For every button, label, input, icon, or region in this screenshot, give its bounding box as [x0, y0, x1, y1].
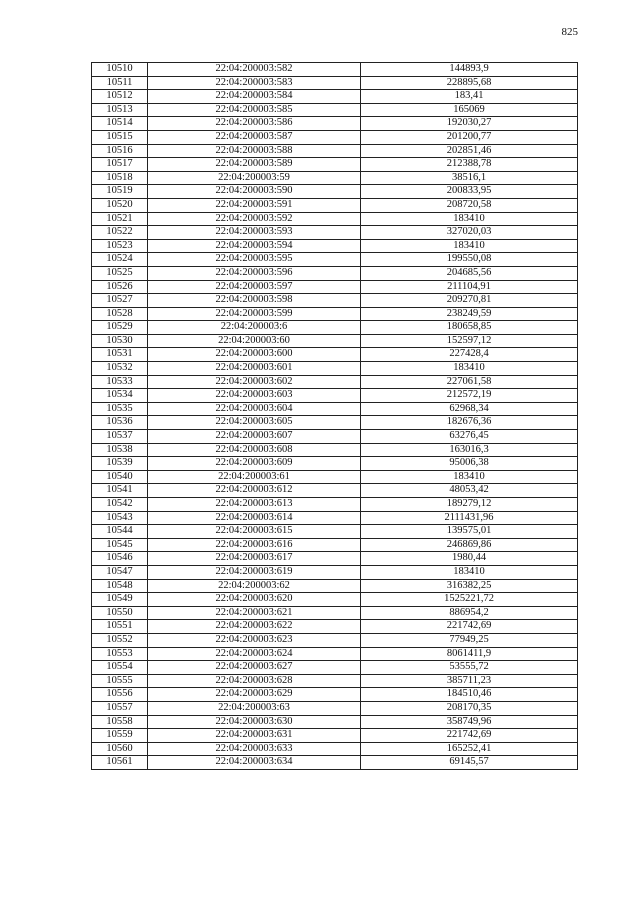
row-number-cell: 10537: [92, 430, 148, 444]
value-cell: 165069: [361, 103, 578, 117]
cadastral-number-cell: 22:04:200003:612: [148, 484, 361, 498]
table-row: [92, 511, 578, 525]
table-row: [92, 756, 578, 770]
value-cell: 2111431,96: [361, 511, 578, 525]
cadastral-number-cell: 22:04:200003:598: [148, 294, 361, 308]
table-row: [92, 565, 578, 579]
table-row: [92, 253, 578, 267]
value-cell: 385711,23: [361, 674, 578, 688]
row-number-cell: 10513: [92, 103, 148, 117]
cadastral-number-cell: 22:04:200003:593: [148, 226, 361, 240]
table-row: [92, 185, 578, 199]
table-row: [92, 647, 578, 661]
value-cell: 38516,1: [361, 171, 578, 185]
value-cell: 183,41: [361, 90, 578, 104]
table-row: [92, 171, 578, 185]
table-row: [92, 76, 578, 90]
value-cell: 69145,57: [361, 756, 578, 770]
row-number-cell: 10543: [92, 511, 148, 525]
cadastral-number-cell: 22:04:200003:586: [148, 117, 361, 131]
table-row: [92, 117, 578, 131]
row-number-cell: 10548: [92, 579, 148, 593]
cadastral-number-cell: 22:04:200003:609: [148, 457, 361, 471]
value-cell: 144893,9: [361, 63, 578, 77]
table-row: [92, 90, 578, 104]
row-number-cell: 10536: [92, 416, 148, 430]
value-cell: 62968,34: [361, 402, 578, 416]
table-row: [92, 443, 578, 457]
row-number-cell: 10515: [92, 130, 148, 144]
table-row: [92, 144, 578, 158]
table-row: [92, 375, 578, 389]
cadastral-number-cell: 22:04:200003:59: [148, 171, 361, 185]
row-number-cell: 10549: [92, 593, 148, 607]
value-cell: 8061411,9: [361, 647, 578, 661]
cadastral-number-cell: 22:04:200003:622: [148, 620, 361, 634]
row-number-cell: 10512: [92, 90, 148, 104]
cadastral-number-cell: 22:04:200003:594: [148, 239, 361, 253]
cadastral-number-cell: 22:04:200003:600: [148, 348, 361, 362]
row-number-cell: 10555: [92, 674, 148, 688]
value-cell: 228895,68: [361, 76, 578, 90]
row-number-cell: 10552: [92, 633, 148, 647]
row-number-cell: 10531: [92, 348, 148, 362]
value-cell: 208170,35: [361, 701, 578, 715]
table-row: [92, 470, 578, 484]
row-number-cell: 10542: [92, 498, 148, 512]
table-row: [92, 416, 578, 430]
table-row: [92, 525, 578, 539]
table-row: [92, 742, 578, 756]
table-body: [92, 63, 578, 770]
row-number-cell: 10524: [92, 253, 148, 267]
value-cell: 238249,59: [361, 307, 578, 321]
value-cell: 201200,77: [361, 130, 578, 144]
cadastral-number-cell: 22:04:200003:63: [148, 701, 361, 715]
row-number-cell: 10560: [92, 742, 148, 756]
value-cell: 208720,58: [361, 198, 578, 212]
row-number-cell: 10525: [92, 266, 148, 280]
table-row: [92, 402, 578, 416]
row-number-cell: 10557: [92, 701, 148, 715]
row-number-cell: 10551: [92, 620, 148, 634]
cadastral-number-cell: 22:04:200003:620: [148, 593, 361, 607]
row-number-cell: 10529: [92, 321, 148, 335]
table-row: [92, 579, 578, 593]
row-number-cell: 10530: [92, 334, 148, 348]
table-row: [92, 158, 578, 172]
table-row: [92, 633, 578, 647]
cadastral-number-cell: 22:04:200003:596: [148, 266, 361, 280]
value-cell: 95006,38: [361, 457, 578, 471]
value-cell: 77949,25: [361, 633, 578, 647]
table-row: [92, 348, 578, 362]
page-number: 825: [561, 26, 578, 38]
cadastral-number-cell: 22:04:200003:599: [148, 307, 361, 321]
table-row: [92, 266, 578, 280]
table-row: [92, 198, 578, 212]
table-row: [92, 620, 578, 634]
cadastral-number-cell: 22:04:200003:621: [148, 606, 361, 620]
table-row: [92, 457, 578, 471]
value-cell: 209270,81: [361, 294, 578, 308]
value-cell: 180658,85: [361, 321, 578, 335]
value-cell: 139575,01: [361, 525, 578, 539]
value-cell: 183410: [361, 470, 578, 484]
value-cell: 189279,12: [361, 498, 578, 512]
row-number-cell: 10516: [92, 144, 148, 158]
table-row: [92, 334, 578, 348]
value-cell: 212388,78: [361, 158, 578, 172]
cadastral-number-cell: 22:04:200003:615: [148, 525, 361, 539]
cadastral-number-cell: 22:04:200003:619: [148, 565, 361, 579]
cadastral-number-cell: 22:04:200003:583: [148, 76, 361, 90]
table-row: [92, 593, 578, 607]
table-row: [92, 701, 578, 715]
row-number-cell: 10539: [92, 457, 148, 471]
cadastral-number-cell: 22:04:200003:584: [148, 90, 361, 104]
value-cell: 211104,91: [361, 280, 578, 294]
cadastral-number-cell: 22:04:200003:60: [148, 334, 361, 348]
table-row: [92, 498, 578, 512]
row-number-cell: 10522: [92, 226, 148, 240]
cadastral-number-cell: 22:04:200003:614: [148, 511, 361, 525]
value-cell: 183410: [361, 212, 578, 226]
cadastral-number-cell: 22:04:200003:613: [148, 498, 361, 512]
value-cell: 48053,42: [361, 484, 578, 498]
cadastral-number-cell: 22:04:200003:607: [148, 430, 361, 444]
row-number-cell: 10534: [92, 389, 148, 403]
value-cell: 63276,45: [361, 430, 578, 444]
table-row: [92, 212, 578, 226]
table-row: [92, 226, 578, 240]
cadastral-number-cell: 22:04:200003:623: [148, 633, 361, 647]
row-number-cell: 10535: [92, 402, 148, 416]
row-number-cell: 10546: [92, 552, 148, 566]
cadastral-number-cell: 22:04:200003:616: [148, 538, 361, 552]
table-row: [92, 362, 578, 376]
cadastral-number-cell: 22:04:200003:588: [148, 144, 361, 158]
value-cell: 165252,41: [361, 742, 578, 756]
table-row: [92, 729, 578, 743]
cadastral-number-cell: 22:04:200003:630: [148, 715, 361, 729]
value-cell: 163016,3: [361, 443, 578, 457]
table-row: [92, 484, 578, 498]
value-cell: 316382,25: [361, 579, 578, 593]
cadastral-number-cell: 22:04:200003:617: [148, 552, 361, 566]
value-cell: 1980,44: [361, 552, 578, 566]
row-number-cell: 10558: [92, 715, 148, 729]
value-cell: 1525221,72: [361, 593, 578, 607]
cadastral-value-table: [91, 62, 578, 770]
cadastral-number-cell: 22:04:200003:62: [148, 579, 361, 593]
cadastral-number-cell: 22:04:200003:6: [148, 321, 361, 335]
table-row: [92, 280, 578, 294]
value-cell: 192030,27: [361, 117, 578, 131]
cadastral-number-cell: 22:04:200003:634: [148, 756, 361, 770]
row-number-cell: 10533: [92, 375, 148, 389]
table-row: [92, 538, 578, 552]
cadastral-number-cell: 22:04:200003:631: [148, 729, 361, 743]
value-cell: 358749,96: [361, 715, 578, 729]
cadastral-number-cell: 22:04:200003:591: [148, 198, 361, 212]
value-cell: 182676,36: [361, 416, 578, 430]
row-number-cell: 10556: [92, 688, 148, 702]
row-number-cell: 10526: [92, 280, 148, 294]
value-cell: 204685,56: [361, 266, 578, 280]
cadastral-number-cell: 22:04:200003:582: [148, 63, 361, 77]
table-row: [92, 321, 578, 335]
row-number-cell: 10520: [92, 198, 148, 212]
row-number-cell: 10528: [92, 307, 148, 321]
row-number-cell: 10561: [92, 756, 148, 770]
table-row: [92, 63, 578, 77]
cadastral-number-cell: 22:04:200003:608: [148, 443, 361, 457]
cadastral-number-cell: 22:04:200003:61: [148, 470, 361, 484]
row-number-cell: 10538: [92, 443, 148, 457]
cadastral-number-cell: 22:04:200003:602: [148, 375, 361, 389]
value-cell: 152597,12: [361, 334, 578, 348]
cadastral-number-cell: 22:04:200003:601: [148, 362, 361, 376]
row-number-cell: 10527: [92, 294, 148, 308]
value-cell: 184510,46: [361, 688, 578, 702]
table-row: [92, 389, 578, 403]
row-number-cell: 10541: [92, 484, 148, 498]
cadastral-number-cell: 22:04:200003:627: [148, 661, 361, 675]
value-cell: 246869,86: [361, 538, 578, 552]
cadastral-number-cell: 22:04:200003:605: [148, 416, 361, 430]
row-number-cell: 10550: [92, 606, 148, 620]
row-number-cell: 10554: [92, 661, 148, 675]
table-row: [92, 430, 578, 444]
value-cell: 212572,19: [361, 389, 578, 403]
table-row: [92, 606, 578, 620]
table-row: [92, 552, 578, 566]
row-number-cell: 10553: [92, 647, 148, 661]
value-cell: 327020,03: [361, 226, 578, 240]
row-number-cell: 10540: [92, 470, 148, 484]
value-cell: 227061,58: [361, 375, 578, 389]
cadastral-number-cell: 22:04:200003:603: [148, 389, 361, 403]
value-cell: 53555,72: [361, 661, 578, 675]
cadastral-number-cell: 22:04:200003:589: [148, 158, 361, 172]
table-row: [92, 307, 578, 321]
value-cell: 886954,2: [361, 606, 578, 620]
value-cell: 227428,4: [361, 348, 578, 362]
row-number-cell: 10532: [92, 362, 148, 376]
value-cell: 183410: [361, 239, 578, 253]
row-number-cell: 10547: [92, 565, 148, 579]
cadastral-number-cell: 22:04:200003:624: [148, 647, 361, 661]
table-row: [92, 715, 578, 729]
cadastral-number-cell: 22:04:200003:587: [148, 130, 361, 144]
row-number-cell: 10510: [92, 63, 148, 77]
row-number-cell: 10544: [92, 525, 148, 539]
value-cell: 199550,08: [361, 253, 578, 267]
cadastral-number-cell: 22:04:200003:595: [148, 253, 361, 267]
cadastral-number-cell: 22:04:200003:633: [148, 742, 361, 756]
cadastral-number-cell: 22:04:200003:604: [148, 402, 361, 416]
row-number-cell: 10523: [92, 239, 148, 253]
row-number-cell: 10519: [92, 185, 148, 199]
row-number-cell: 10511: [92, 76, 148, 90]
value-cell: 183410: [361, 565, 578, 579]
table-row: [92, 103, 578, 117]
table-row: [92, 294, 578, 308]
table-row: [92, 674, 578, 688]
cadastral-number-cell: 22:04:200003:592: [148, 212, 361, 226]
cadastral-number-cell: 22:04:200003:590: [148, 185, 361, 199]
value-cell: 200833,95: [361, 185, 578, 199]
table-row: [92, 239, 578, 253]
table-row: [92, 130, 578, 144]
table-row: [92, 661, 578, 675]
cadastral-number-cell: 22:04:200003:628: [148, 674, 361, 688]
row-number-cell: 10521: [92, 212, 148, 226]
row-number-cell: 10545: [92, 538, 148, 552]
value-cell: 221742,69: [361, 620, 578, 634]
row-number-cell: 10518: [92, 171, 148, 185]
cadastral-number-cell: 22:04:200003:597: [148, 280, 361, 294]
row-number-cell: 10514: [92, 117, 148, 131]
cadastral-number-cell: 22:04:200003:629: [148, 688, 361, 702]
row-number-cell: 10517: [92, 158, 148, 172]
value-cell: 183410: [361, 362, 578, 376]
value-cell: 221742,69: [361, 729, 578, 743]
row-number-cell: 10559: [92, 729, 148, 743]
cadastral-number-cell: 22:04:200003:585: [148, 103, 361, 117]
value-cell: 202851,46: [361, 144, 578, 158]
table-row: [92, 688, 578, 702]
